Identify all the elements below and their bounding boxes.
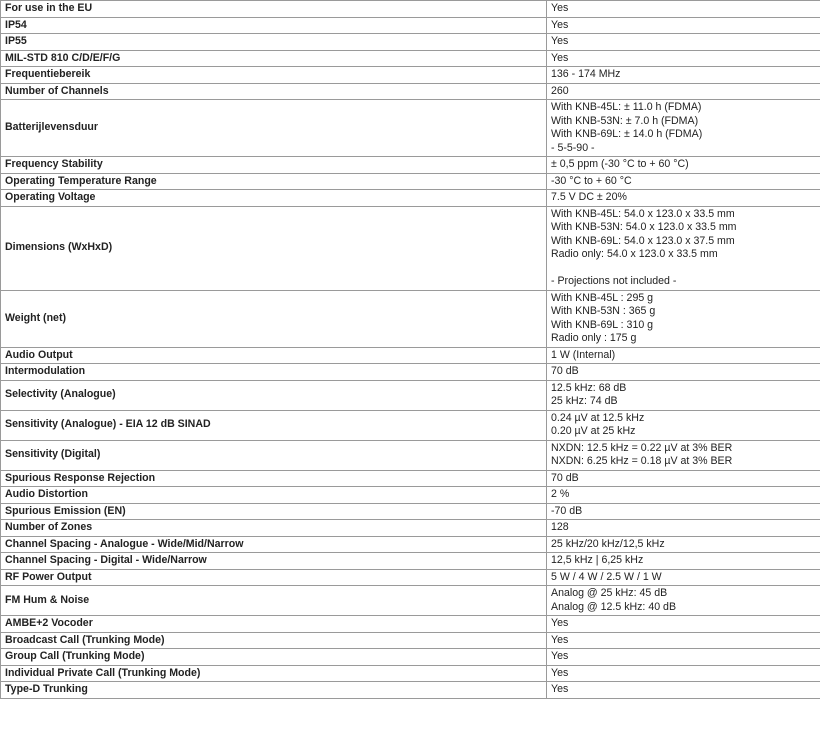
spec-value-line: 12.5 kHz: 68 dB xyxy=(551,381,627,394)
spec-value xyxy=(547,100,820,157)
spec-value xyxy=(547,17,820,34)
spec-value-line: 0.24 µV at 12.5 kHz xyxy=(551,411,645,424)
spec-label: Frequentiebereik xyxy=(1,67,547,84)
spec-label: Individual Private Call (Trunking Mode) xyxy=(1,665,547,682)
spec-value-line: 2 % xyxy=(551,488,570,500)
spec-row xyxy=(1,569,820,586)
spec-value xyxy=(547,173,820,190)
specifications-body xyxy=(1,1,820,699)
spec-label: RF Power Output xyxy=(1,569,547,586)
spec-label: Operating Temperature Range xyxy=(1,173,547,190)
spec-value-line: Yes xyxy=(551,650,569,662)
spec-value-line: 25 kHz/20 kHz/12,5 kHz xyxy=(551,537,665,550)
spec-value xyxy=(547,616,820,633)
spec-value-line: 1 W (Internal) xyxy=(551,348,616,361)
spec-value xyxy=(547,410,820,440)
spec-value xyxy=(547,470,820,487)
spec-value-line: With KNB-53N: 54.0 x 123.0 x 33.5 mm xyxy=(551,221,737,233)
spec-label: Number of Channels xyxy=(1,83,547,100)
spec-label: Type-D Trunking xyxy=(1,682,547,699)
spec-label: Weight (net) xyxy=(1,290,547,347)
spec-label: Group Call (Trunking Mode) xyxy=(1,649,547,666)
spec-value xyxy=(547,632,820,649)
spec-label: AMBE+2 Vocoder xyxy=(1,616,547,633)
spec-value-line: With KNB-45L: 54.0 x 123.0 x 33.5 mm xyxy=(551,207,735,220)
spec-value xyxy=(547,364,820,381)
spec-value xyxy=(547,190,820,207)
spec-label: Sensitivity (Analogue) - EIA 12 dB SINAD xyxy=(1,410,547,440)
spec-row xyxy=(1,364,820,381)
spec-value-line: 128 xyxy=(551,521,569,533)
spec-value xyxy=(547,520,820,537)
spec-row xyxy=(1,616,820,633)
spec-row xyxy=(1,173,820,190)
spec-value-line: NXDN: 12.5 kHz = 0.22 µV at 3% BER xyxy=(551,441,733,454)
spec-label: MIL-STD 810 C/D/E/F/G xyxy=(1,50,547,67)
spec-label: Batterijlevensduur xyxy=(1,100,547,157)
spec-value-line: Yes xyxy=(551,35,569,47)
spec-value-line: -30 °C to + 60 °C xyxy=(551,174,632,187)
spec-value-line: -70 dB xyxy=(551,504,583,517)
spec-value-line: NXDN: 6.25 kHz = 0.18 µV at 3% BER xyxy=(551,455,733,467)
spec-value-line: 25 kHz: 74 dB xyxy=(551,395,618,407)
spec-value xyxy=(547,487,820,504)
spec-label: Frequency Stability xyxy=(1,157,547,174)
spec-value-line: With KNB-69L : 310 g xyxy=(551,318,654,331)
spec-row xyxy=(1,190,820,207)
spec-value-line: With KNB-53N : 365 g xyxy=(551,305,656,317)
spec-row xyxy=(1,586,820,616)
spec-row xyxy=(1,83,820,100)
spec-row xyxy=(1,50,820,67)
spec-value-line: Analog @ 12.5 kHz: 40 dB xyxy=(551,600,677,613)
spec-row xyxy=(1,470,820,487)
spec-value-line: Radio only: 54.0 x 123.0 x 33.5 mm xyxy=(551,248,718,260)
spec-label: Operating Voltage xyxy=(1,190,547,207)
spec-label: Spurious Emission (EN) xyxy=(1,503,547,520)
spec-row xyxy=(1,67,820,84)
spec-label: Channel Spacing - Analogue - Wide/Mid/Narrow xyxy=(1,536,547,553)
spec-value-line: 12,5 kHz | 6,25 kHz xyxy=(551,554,644,566)
spec-value-line: With KNB-45L: ± 11.0 h (FDMA) xyxy=(551,101,702,113)
spec-value-line: ± 0,5 ppm (-30 °C to + 60 °C) xyxy=(551,158,689,170)
spec-value-line: - 5-5-90 - xyxy=(551,141,595,154)
spec-label: Sensitivity (Digital) xyxy=(1,440,547,470)
spec-value xyxy=(547,206,820,290)
spec-row xyxy=(1,440,820,470)
spec-label: Channel Spacing - Digital - Wide/Narrow xyxy=(1,553,547,570)
spec-value xyxy=(547,67,820,84)
spec-row xyxy=(1,665,820,682)
spec-value-line: Yes xyxy=(551,666,569,679)
spec-value-line: 5 W / 4 W / 2.5 W / 1 W xyxy=(551,570,662,583)
spec-value-line: Yes xyxy=(551,2,569,14)
spec-row xyxy=(1,649,820,666)
spec-row xyxy=(1,34,820,51)
spec-value xyxy=(547,380,820,410)
spec-value-line: With KNB-53N: ± 7.0 h (FDMA) xyxy=(551,114,699,127)
spec-label: Broadcast Call (Trunking Mode) xyxy=(1,632,547,649)
spec-value xyxy=(547,649,820,666)
spec-value-line: Yes xyxy=(551,51,569,64)
spec-label: Dimensions (WxHxD) xyxy=(1,206,547,290)
spec-row xyxy=(1,100,820,157)
spec-row xyxy=(1,206,820,290)
spec-value xyxy=(547,665,820,682)
spec-label: Audio Distortion xyxy=(1,487,547,504)
spec-row xyxy=(1,632,820,649)
spec-value-line: Analog @ 25 kHz: 45 dB xyxy=(551,587,668,599)
spec-value-line: With KNB-45L : 295 g xyxy=(551,291,654,304)
spec-label: Number of Zones xyxy=(1,520,547,537)
spec-label: Spurious Response Rejection xyxy=(1,470,547,487)
spec-value-line: 0.20 µV at 25 kHz xyxy=(551,425,636,437)
spec-label: Selectivity (Analogue) xyxy=(1,380,547,410)
spec-value-line: 70 dB xyxy=(551,471,579,484)
spec-value-line xyxy=(551,262,820,276)
spec-value-line: Yes xyxy=(551,633,569,646)
spec-label: For use in the EU xyxy=(1,1,547,18)
spec-value xyxy=(547,50,820,67)
spec-value-line: 260 xyxy=(551,84,569,97)
spec-value xyxy=(547,503,820,520)
spec-value-line: With KNB-69L: ± 14.0 h (FDMA) xyxy=(551,128,703,140)
spec-value xyxy=(547,569,820,586)
spec-row xyxy=(1,347,820,364)
spec-value xyxy=(547,682,820,699)
spec-row xyxy=(1,380,820,410)
spec-value xyxy=(547,586,820,616)
spec-row xyxy=(1,487,820,504)
spec-value-line: 136 - 174 MHz xyxy=(551,68,621,80)
spec-row xyxy=(1,536,820,553)
spec-value xyxy=(547,347,820,364)
spec-value xyxy=(547,440,820,470)
spec-row xyxy=(1,17,820,34)
spec-value-line: Yes xyxy=(551,18,569,31)
spec-value-line: 70 dB xyxy=(551,365,579,377)
spec-row xyxy=(1,157,820,174)
spec-value xyxy=(547,1,820,18)
spec-label: FM Hum & Noise xyxy=(1,586,547,616)
spec-label: IP55 xyxy=(1,34,547,51)
spec-row xyxy=(1,290,820,347)
spec-value-line: - Projections not included - xyxy=(551,275,677,287)
spec-value-line: Yes xyxy=(551,683,569,695)
spec-row xyxy=(1,503,820,520)
spec-value-line: Radio only : 175 g xyxy=(551,332,637,344)
spec-value xyxy=(547,83,820,100)
spec-label: Audio Output xyxy=(1,347,547,364)
spec-label: Intermodulation xyxy=(1,364,547,381)
spec-value xyxy=(547,290,820,347)
spec-row xyxy=(1,520,820,537)
spec-value-line: 7.5 V DC ± 20% xyxy=(551,191,627,203)
spec-row xyxy=(1,410,820,440)
spec-row xyxy=(1,553,820,570)
spec-value xyxy=(547,536,820,553)
spec-value-line: Yes xyxy=(551,617,569,629)
spec-value-line: With KNB-69L: 54.0 x 123.0 x 37.5 mm xyxy=(551,234,735,247)
spec-value xyxy=(547,553,820,570)
spec-row xyxy=(1,682,820,699)
spec-value xyxy=(547,157,820,174)
spec-row xyxy=(1,1,820,18)
spec-label: IP54 xyxy=(1,17,547,34)
spec-value xyxy=(547,34,820,51)
